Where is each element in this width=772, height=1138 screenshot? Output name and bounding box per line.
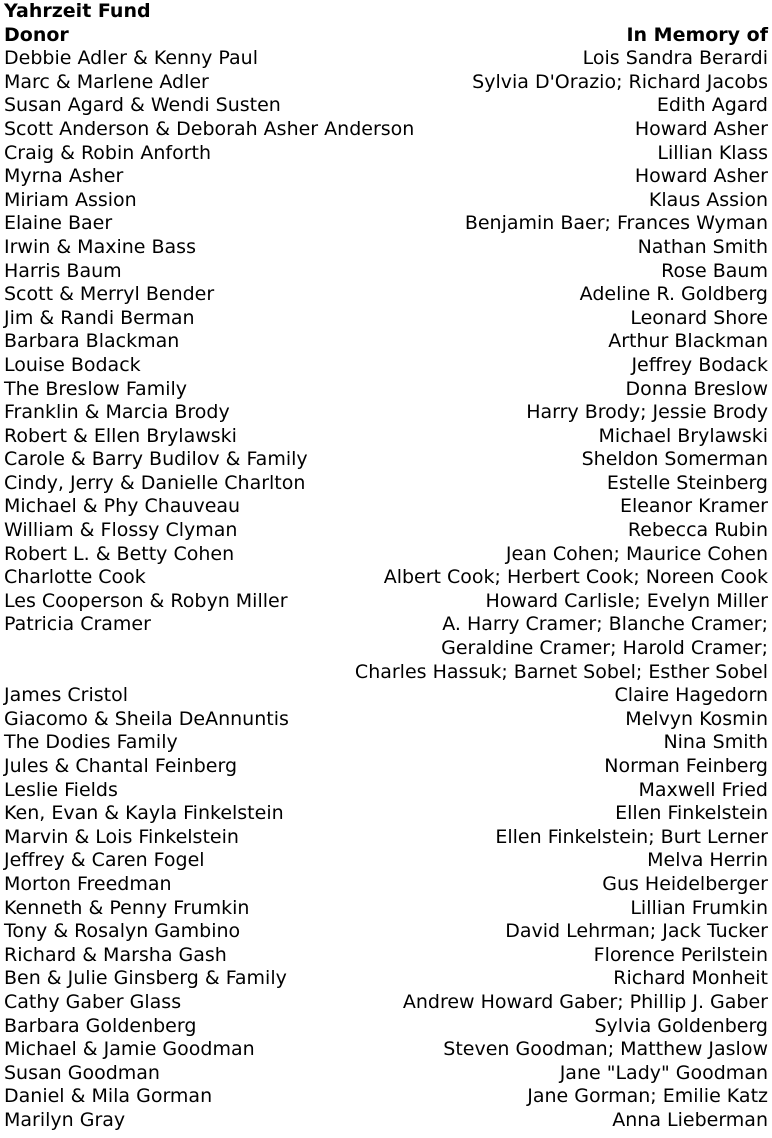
donor-name: Jeffrey & Caren Fogel: [4, 849, 205, 872]
donor-name: Ken, Evan & Kayla Finkelstein: [4, 802, 284, 825]
in-memory-of: [288, 590, 768, 614]
list-item: [4, 543, 768, 567]
donor-name: Ben & Julie Ginsberg & Family: [4, 967, 287, 990]
in-memory-of: [196, 1015, 768, 1039]
in-memory-of: [151, 613, 768, 684]
donor-name: Debbie Adler & Kenny Paul: [4, 47, 258, 70]
in-memory-of: [118, 779, 768, 803]
in-memory-of: [195, 307, 768, 331]
memorial-name-line: Gus Heidelberger: [602, 872, 768, 895]
donor-name: Barbara Blackman: [4, 330, 180, 353]
in-memory-of: [237, 425, 768, 449]
in-memory-of: [181, 991, 768, 1015]
donor-name: Irwin & Maxine Bass: [4, 235, 196, 258]
list-item: [4, 684, 768, 708]
in-memory-of: [308, 448, 768, 472]
memorial-name-line: Lois Sandra Berardi: [582, 47, 768, 70]
list-item: [4, 71, 768, 95]
memorial-name-line: Benjamin Baer; Frances Wyman: [464, 212, 768, 235]
donor-name: Marilyn Gray: [4, 1108, 126, 1131]
in-memory-of: [112, 212, 768, 236]
list-item: [4, 731, 768, 755]
list-item: [4, 802, 768, 826]
memorial-name-line: Estelle Steinberg: [606, 471, 768, 494]
in-memory-of: [137, 189, 768, 213]
memorial-name-line: Rose Baum: [661, 259, 768, 282]
memorial-name-line: Sylvia D'Orazio; Richard Jacobs: [472, 70, 768, 93]
in-memory-of: [230, 401, 768, 425]
memorial-name-line: Jane "Lady" Goodman: [559, 1061, 768, 1084]
in-memory-of: [287, 967, 768, 991]
in-memory-of: [178, 731, 768, 755]
list-item: [4, 826, 768, 850]
memorial-name-line: Melvyn Kosmin: [625, 707, 768, 730]
donor-name: Marvin & Lois Finkelstein: [4, 825, 239, 848]
list-item: [4, 590, 768, 614]
donor-name: Jim & Randi Berman: [4, 306, 195, 329]
list-item: [4, 755, 768, 779]
donor-name: Jules & Chantal Feinberg: [4, 755, 238, 777]
in-memory-of: [146, 566, 768, 590]
in-memory-of: [237, 755, 768, 779]
in-memory-of: [211, 142, 768, 166]
in-memory-of: [239, 826, 768, 850]
list-item: [4, 849, 768, 873]
memorial-name-line: Arthur Blackman: [608, 330, 768, 353]
memorial-name-line: Florence Perilstein: [593, 943, 768, 966]
in-memory-of: [305, 472, 768, 496]
memorial-name-line: Howard Asher: [634, 165, 768, 188]
donor-name: Kenneth & Penny Frumkin: [4, 896, 250, 919]
in-memory-of: [281, 94, 768, 118]
list-item: [4, 425, 768, 449]
in-memory-of: [123, 165, 768, 189]
donor-name: Giacomo & Sheila DeAnnuntis: [4, 707, 289, 730]
list-item: [4, 142, 768, 166]
donor-name: The Dodies Family: [4, 731, 178, 754]
list-item: [4, 118, 768, 142]
in-memory-of: [289, 708, 768, 732]
in-memory-of: [122, 260, 768, 284]
in-memory-of: [258, 47, 768, 71]
memorial-name-line: Leonard Shore: [630, 306, 768, 329]
list-item: [4, 189, 768, 213]
donor-name: Leslie Fields: [4, 778, 118, 801]
donor-name: Barbara Goldenberg: [4, 1014, 197, 1037]
memorial-name-line: Maxwell Fried: [638, 778, 768, 801]
list-item: [4, 236, 768, 260]
list-item: [4, 897, 768, 921]
list-item: [4, 378, 768, 402]
memorial-name-line: Lillian Frumkin: [630, 896, 768, 919]
list-item: [4, 354, 768, 378]
in-memory-of: [172, 873, 768, 897]
in-memory-of: [240, 495, 768, 519]
in-memory-of: [214, 283, 768, 307]
memorial-name-line: Sylvia Goldenberg: [594, 1014, 768, 1037]
donor-name: Harris Baum: [4, 259, 122, 282]
list-item: [4, 260, 768, 284]
donor-name: Les Cooperson & Robyn Miller: [4, 589, 288, 612]
list-item: [4, 1062, 768, 1086]
memorial-name-line: Jeffrey Bodack: [631, 353, 768, 376]
list-item: [4, 566, 768, 590]
list-item: [4, 212, 768, 236]
in-memory-of: [205, 849, 768, 873]
donor-name: Franklin & Marcia Brody: [4, 401, 230, 424]
memorial-name-line: Albert Cook; Herbert Cook; Noreen Cook: [383, 566, 768, 589]
list-item: [4, 472, 768, 496]
memorial-name-line: Sheldon Somerman: [581, 448, 768, 471]
memorial-name-line: Michael Brylawski: [598, 424, 768, 447]
memorial-name-line: Lillian Klass: [657, 141, 768, 164]
donor-name: Daniel & Mila Gorman: [4, 1085, 213, 1108]
memorial-name-line: Adeline R. Goldberg: [579, 283, 768, 306]
in-memory-of: [227, 944, 768, 968]
list-item: [4, 519, 768, 543]
memorial-name-line: Melva Herrin: [647, 849, 768, 872]
memorial-name-line: Steven Goodman; Matthew Jaslow: [443, 1038, 768, 1061]
in-memory-of: [196, 236, 768, 260]
donor-name: Charlotte Cook: [4, 566, 146, 589]
donor-list: [4, 47, 768, 1132]
donor-name: Patricia Cramer: [4, 613, 151, 636]
column-headers: [4, 24, 768, 48]
list-item: [4, 94, 768, 118]
donor-name: Michael & Jamie Goodman: [4, 1038, 255, 1061]
list-item: [4, 283, 768, 307]
memorial-name-line: A. Harry Cramer; Blanche Cramer;: [442, 613, 768, 636]
in-memory-of: [179, 330, 768, 354]
memorial-name-line: Edith Agard: [656, 94, 768, 117]
list-item: [4, 1038, 768, 1062]
in-memory-of: [237, 519, 768, 543]
list-item: [4, 1015, 768, 1039]
memorial-name-line: Andrew Howard Gaber; Phillip J. Gaber: [402, 990, 768, 1013]
list-item: [4, 47, 768, 71]
in-memory-of: [255, 1038, 768, 1062]
list-item: [4, 307, 768, 331]
list-item: [4, 448, 768, 472]
donor-name: Craig & Robin Anforth: [4, 141, 212, 164]
donor-name: Richard & Marsha Gash: [4, 943, 227, 966]
in-memory-of: [212, 1085, 768, 1109]
donor-name: Robert & Ellen Brylawski: [4, 424, 237, 447]
donor-name: William & Flossy Clyman: [4, 519, 238, 542]
in-memory-of: [414, 118, 768, 142]
in-memory-of: [240, 920, 768, 944]
memorial-name-line: Nathan Smith: [637, 235, 768, 258]
memorial-name-line: Eleanor Kramer: [619, 495, 768, 518]
list-item: [4, 613, 768, 684]
memorial-name-line: Jane Gorman; Emilie Katz: [527, 1085, 768, 1108]
document-title: Yahrzeit Fund: [4, 0, 151, 22]
donor-name: Michael & Phy Chauveau: [4, 495, 241, 518]
in-memory-of: [128, 684, 768, 708]
donor-name: Elaine Baer: [4, 212, 113, 235]
donor-name: Cindy, Jerry & Danielle Charlton: [4, 471, 306, 494]
donor-name: Tony & Rosalyn Gambino: [4, 920, 241, 943]
donor-name: The Breslow Family: [4, 377, 188, 400]
memorial-name-line: Rebecca Rubin: [627, 519, 768, 542]
in-memory-of: [284, 802, 768, 826]
in-memory-of: [141, 354, 768, 378]
donor-name: Cathy Gaber Glass: [4, 990, 182, 1013]
list-item: [4, 165, 768, 189]
donor-name: Louise Bodack: [4, 353, 141, 376]
memorial-name-line: Howard Carlisle; Evelyn Miller: [485, 589, 768, 612]
list-item: [4, 1109, 768, 1133]
list-item: [4, 991, 768, 1015]
list-item: [4, 708, 768, 732]
memory-column-header: In Memory of: [626, 23, 768, 46]
list-item: [4, 330, 768, 354]
donor-name: Miriam Assion: [4, 188, 137, 211]
donor-column-header: Donor: [4, 23, 69, 46]
memorial-name-line: Anna Lieberman: [612, 1108, 768, 1131]
memorial-name-line: Ellen Finkelstein: [615, 802, 768, 825]
in-memory-of: [249, 897, 768, 921]
memorial-name-line: Richard Monheit: [613, 967, 768, 990]
donor-name: Scott & Merryl Bender: [4, 283, 215, 306]
memorial-name-line: Donna Breslow: [625, 377, 768, 400]
list-item: [4, 944, 768, 968]
memorial-name-line: Charles Hassuk; Barnet Sobel; Esther Sobel: [354, 660, 768, 683]
donor-name: Carole & Barry Budilov & Family: [4, 448, 308, 471]
in-memory-of: [160, 1062, 768, 1086]
memorial-name-line: Nina Smith: [663, 731, 768, 754]
list-item: [4, 967, 768, 991]
memorial-name-line: Ellen Finkelstein; Burt Lerner: [495, 825, 768, 848]
donor-name: James Cristol: [4, 684, 128, 707]
list-item: [4, 873, 768, 897]
list-item: [4, 495, 768, 519]
donor-name: Robert L. & Betty Cohen: [4, 542, 235, 565]
memorial-name-line: Norman Feinberg: [604, 755, 768, 777]
memorial-name-line: Klaus Assion: [648, 188, 768, 211]
donor-name: Marc & Marlene Adler: [4, 70, 209, 93]
donor-name: Morton Freedman: [4, 872, 172, 895]
in-memory-of: [187, 378, 768, 402]
in-memory-of: [234, 543, 768, 567]
donor-name: Myrna Asher: [4, 165, 124, 188]
in-memory-of: [209, 71, 768, 95]
memorial-name-line: Claire Hagedorn: [614, 684, 768, 707]
memorial-name-line: Howard Asher: [634, 117, 768, 140]
list-item: [4, 920, 768, 944]
list-item: [4, 401, 768, 425]
memorial-name-line: Jean Cohen; Maurice Cohen: [505, 542, 768, 565]
donor-name: Scott Anderson & Deborah Asher Anderson: [4, 117, 415, 140]
in-memory-of: [125, 1109, 768, 1133]
list-item: [4, 1085, 768, 1109]
memorial-name-line: David Lehrman; Jack Tucker: [505, 920, 768, 943]
donor-name: Susan Agard & Wendi Susten: [4, 94, 281, 117]
memorial-name-line: Harry Brody; Jessie Brody: [526, 401, 768, 424]
list-item: [4, 779, 768, 803]
memorial-name-line: Geraldine Cramer; Harold Cramer;: [441, 637, 768, 660]
donor-name: Susan Goodman: [4, 1061, 160, 1084]
